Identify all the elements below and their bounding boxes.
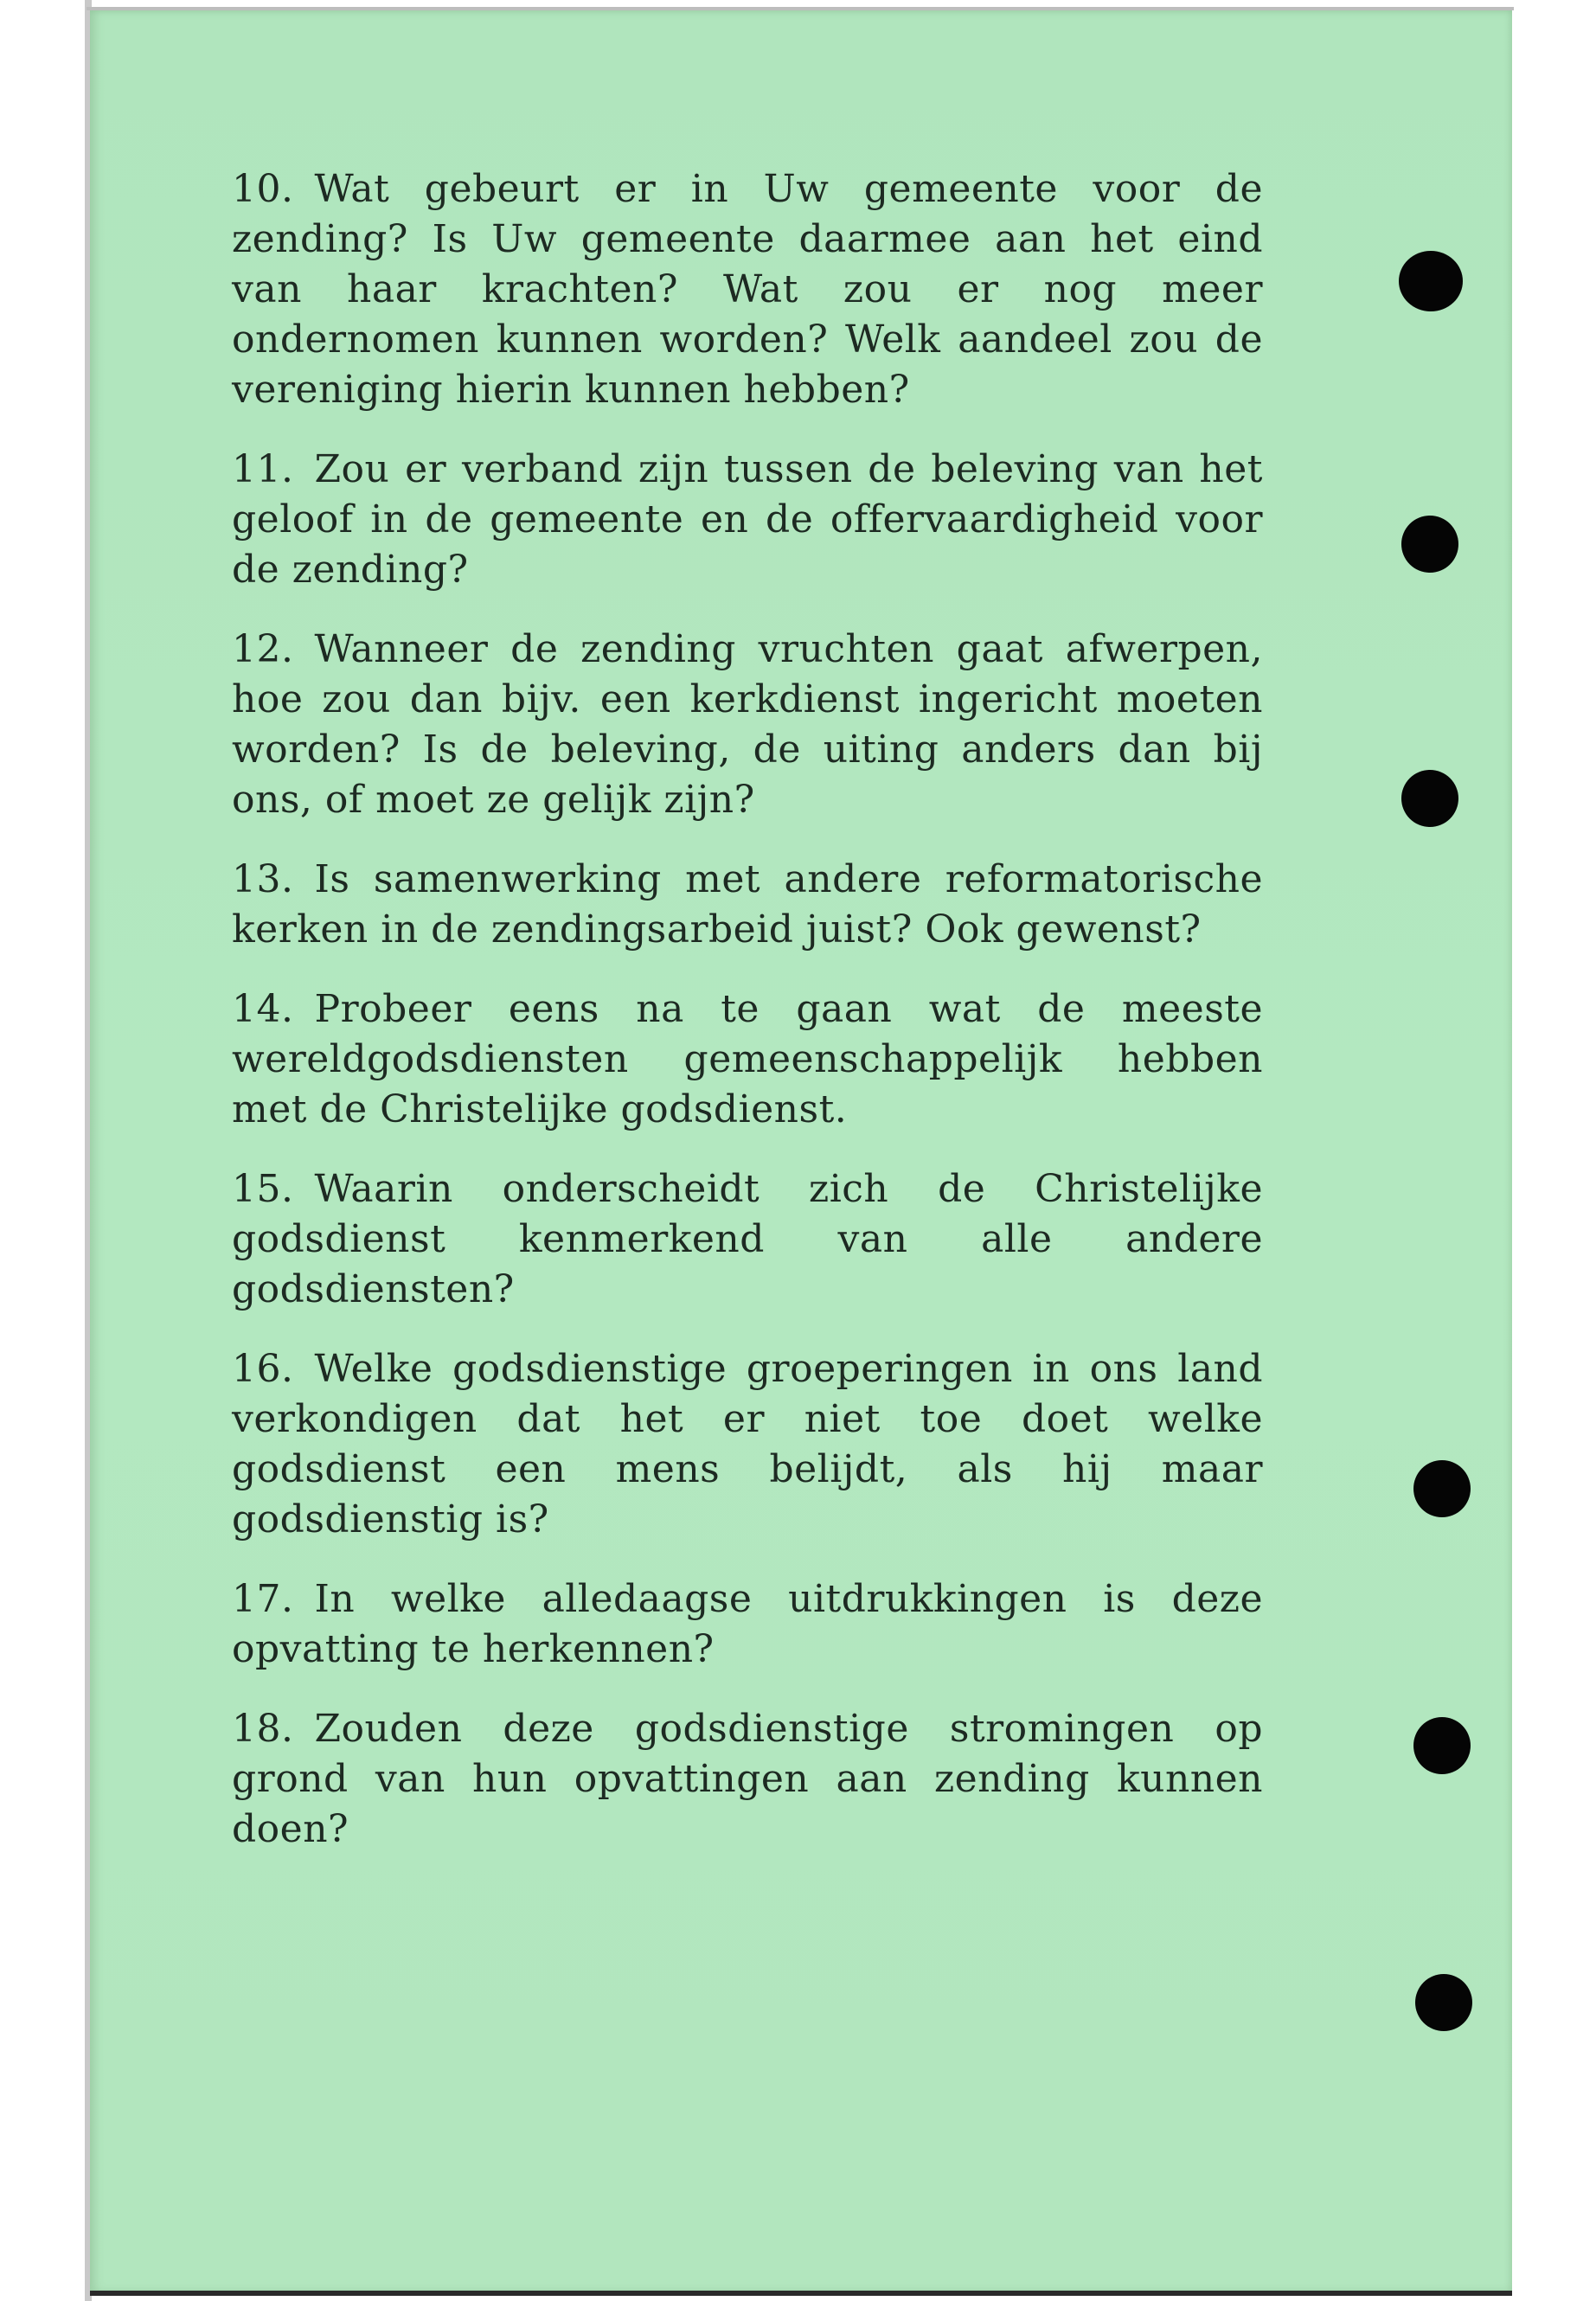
question-text: Wat gebeurt er in Uw gemeente voor de zending? Is Uw gemeente daarmee aan het eind van haar krachten? Wat zou er nog meer ondernomen kunnen worden? Welk aandeel zou de vereniging hierin kunnen hebben? xyxy=(232,167,1263,412)
question-text: Welke godsdienstige groeperingen in ons land verkondigen dat het er niet toe doet welke godsdienst een mens belijdt, als hij maar godsdienstig is? xyxy=(232,1347,1263,1541)
question-13 xyxy=(232,855,1263,955)
punch-hole xyxy=(1415,1974,1472,2031)
question-15 xyxy=(232,1164,1263,1315)
question-number: 11. xyxy=(232,447,294,491)
question-10 xyxy=(232,164,1263,415)
question-16 xyxy=(232,1344,1263,1545)
question-number: 14. xyxy=(232,987,294,1031)
question-number: 15. xyxy=(232,1167,294,1211)
question-number: 12. xyxy=(232,627,294,671)
punch-hole xyxy=(1401,516,1458,573)
question-number: 10. xyxy=(232,167,294,211)
question-text: Is samenwerking met andere reformatorische kerken in de zendingsarbeid juist? Ook gewenst? xyxy=(232,857,1263,952)
punch-hole xyxy=(1399,251,1463,311)
question-text: Zou er verband zijn tussen de beleving van het geloof in de gemeente en de offervaardigheid voor de zending? xyxy=(232,447,1263,592)
question-text: Wanneer de zending vruchten gaat afwerpen, hoe zou dan bijv. een kerkdienst ingericht moeten worden? Is de beleving, de uiting anders dan bij ons, of moet ze gelijk zijn? xyxy=(232,627,1263,822)
question-18 xyxy=(232,1704,1263,1855)
question-number: 18. xyxy=(232,1707,294,1751)
punch-hole xyxy=(1413,1717,1471,1774)
page-bottom-edge xyxy=(90,2291,1512,2296)
question-17 xyxy=(232,1574,1263,1675)
question-14 xyxy=(232,984,1263,1135)
question-number: 13. xyxy=(232,857,294,901)
question-number: 17. xyxy=(232,1577,294,1621)
punch-hole xyxy=(1401,770,1458,827)
question-11 xyxy=(232,445,1263,595)
question-number: 16. xyxy=(232,1347,294,1391)
question-text: In welke alledaagse uitdrukkingen is deze opvatting te herkennen? xyxy=(232,1577,1263,1671)
question-text: Probeer eens na te gaan wat de meeste wereldgodsdiensten gemeenschappelijk hebben met de Christelijke godsdienst. xyxy=(232,987,1263,1131)
question-text: Zouden deze godsdienstige stromingen op grond van hun opvattingen aan zending kunnen doen? xyxy=(232,1707,1263,1851)
punch-hole xyxy=(1413,1460,1471,1517)
question-12 xyxy=(232,625,1263,825)
question-text: Waarin onderscheidt zich de Christelijke godsdienst kenmerkend van alle andere godsdiensten? xyxy=(232,1167,1263,1311)
question-list xyxy=(232,164,1263,1884)
